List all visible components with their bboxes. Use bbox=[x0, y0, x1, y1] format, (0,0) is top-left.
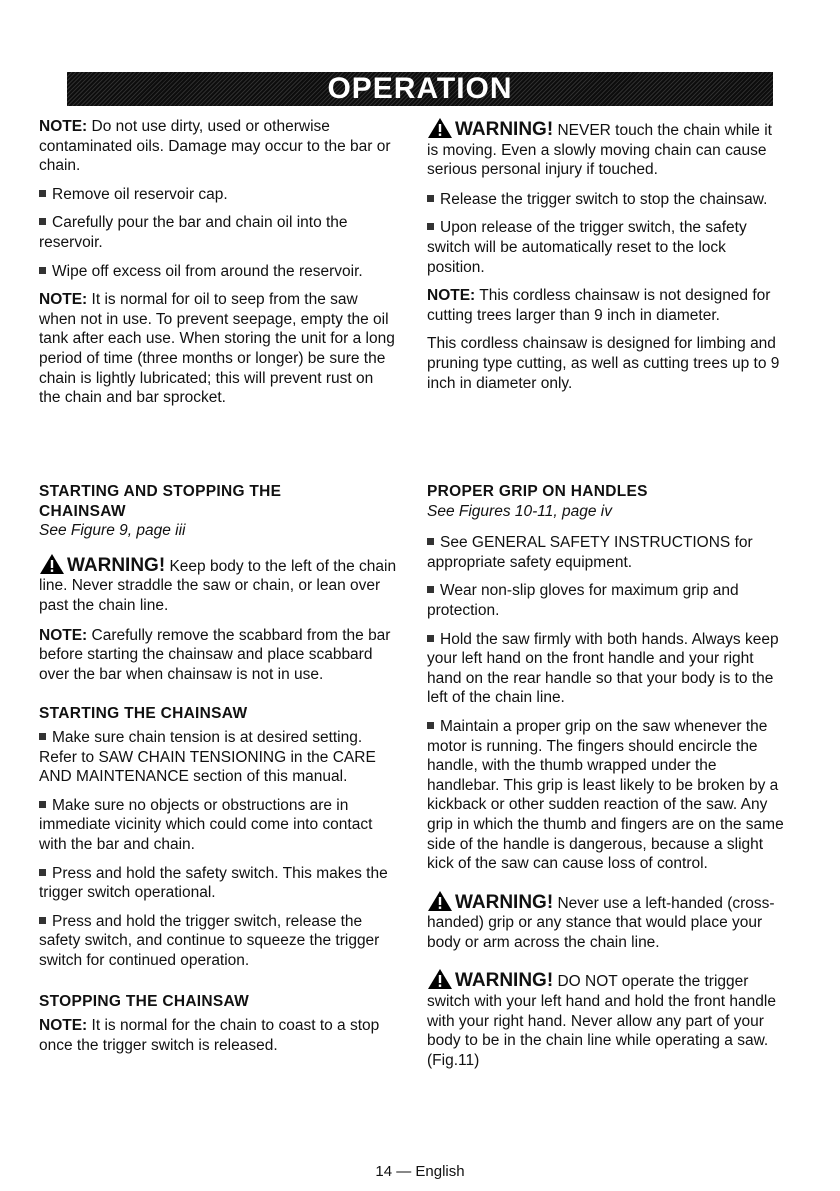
list-item: Upon release of the trigger switch, the safety switch will be automatically reset to the lock position. bbox=[427, 219, 747, 276]
warning-body-position: WARNING! Keep body to the left of the chain line. Never straddle the saw or chain, or lean over past the chain line. bbox=[39, 554, 397, 614]
list-item: Wipe off excess oil from around the reservoir. bbox=[39, 262, 399, 282]
warning-triangle-icon bbox=[427, 890, 453, 912]
heading-proper-grip: PROPER GRIP ON HANDLES bbox=[427, 483, 648, 500]
note-tree-size: NOTE: This cordless chainsaw is not designed for cutting trees larger than 9 inch in diameter. bbox=[427, 287, 771, 324]
bullet-square-icon bbox=[39, 733, 46, 740]
bottom-left-column bbox=[39, 482, 399, 1064]
bullet-square-icon bbox=[39, 869, 46, 876]
top-left-column bbox=[39, 117, 399, 417]
list-item: Make sure chain tension is at desired setting. Refer to SAW CHAIN TENSIONING in the CARE AND MAINTENANCE section of this manual. bbox=[39, 728, 376, 786]
note-oil-type: NOTE: Do not use dirty, used or otherwise contaminated oils. Damage may occur to the bar or chain. bbox=[39, 118, 391, 175]
list-item: Make sure no objects or obstructions are in immediate vicinity which could come into contact with the bar and chain. bbox=[39, 796, 373, 853]
warning-triangle-icon bbox=[39, 553, 65, 575]
top-right-column bbox=[427, 117, 787, 402]
list-item: Wear non-slip gloves for maximum grip and protection. bbox=[427, 582, 739, 619]
bullet-square-icon bbox=[39, 190, 46, 197]
bullet-square-icon bbox=[427, 635, 434, 642]
section-banner bbox=[67, 72, 773, 106]
warning-trigger-hand: WARNING! DO NOT operate the trigger switch with your left hand and hold the front handle with your right hand. Never allow any part of your body to be in the chain line while operating a saw. (Fig.11) bbox=[427, 970, 776, 1069]
heading-starting-stopping: STARTING AND STOPPING THE CHAINSAW bbox=[39, 483, 282, 520]
list-item: Press and hold the safety switch. This makes the trigger switch operational. bbox=[39, 864, 388, 902]
bullet-square-icon bbox=[427, 538, 434, 545]
heading-starting-chainsaw: STARTING THE CHAINSAW bbox=[39, 705, 248, 723]
list-item: Maintain a proper grip on the saw whenever the motor is running. The fingers should encircle the handle, with the thumb wrapped under the handlebar. This grip is least likely to be broken by a kickback or other sudden reaction of the saw. Any grip in which the thumb and fingers are on the same side of the handle is dangerous, because a slight kick of the saw can cause loss of control. bbox=[427, 717, 784, 873]
bullet-square-icon bbox=[427, 586, 434, 593]
page-footer: 14 — English bbox=[375, 1163, 465, 1180]
section-title: OPERATION bbox=[327, 72, 513, 105]
list-item: See GENERAL SAFETY INSTRUCTIONS for appropriate safety equipment. bbox=[427, 534, 753, 571]
list-item: Release the trigger switch to stop the chainsaw. bbox=[427, 190, 787, 210]
paragraph-usage: This cordless chainsaw is designed for limbing and pruning type cutting, as well as cutting trees up to 9 inch in diameter only. bbox=[427, 335, 780, 392]
bottom-right-column bbox=[427, 482, 787, 1080]
bullet-square-icon bbox=[39, 267, 46, 274]
bullet-square-icon bbox=[427, 195, 434, 202]
warning-triangle-icon bbox=[427, 117, 453, 139]
figure-reference: See Figures 10-11, page iv bbox=[427, 502, 612, 520]
warning-triangle-icon bbox=[427, 968, 453, 990]
bullet-square-icon bbox=[39, 218, 46, 225]
list-item: Carefully pour the bar and chain oil into the reservoir. bbox=[39, 214, 348, 251]
note-chain-coast: NOTE: It is normal for the chain to coast to a stop once the trigger switch is released. bbox=[39, 1017, 380, 1054]
warning-chain-moving: WARNING! NEVER touch the chain while it is moving. Even a slowly moving chain can cause serious personal injury if touched. bbox=[427, 119, 772, 179]
warning-cross-handed: WARNING! Never use a left-handed (cross-handed) grip or any stance that would place your body or arm across the chain line. bbox=[427, 891, 775, 951]
note-scabbard: NOTE: Carefully remove the scabbard from the bar before starting the chainsaw and place scabbard over the bar when chainsaw is not in use. bbox=[39, 626, 391, 683]
list-item: Press and hold the trigger switch, release the safety switch, and continue to squeeze the trigger switch for continued operation. bbox=[39, 912, 380, 969]
list-item: Remove oil reservoir cap. bbox=[39, 185, 399, 205]
bullet-square-icon bbox=[39, 917, 46, 924]
bullet-square-icon bbox=[39, 801, 46, 808]
note-oil-seepage: NOTE: It is normal for oil to seep from the saw when not in use. To prevent seepage, empty the oil tank after each use. When storing the unit for a long period of time (three months or longer) be sure the chain is lightly lubricated; this will prevent rust on the chain and bar sprocket. bbox=[39, 291, 395, 407]
bullet-square-icon bbox=[427, 223, 434, 230]
list-item: Hold the saw firmly with both hands. Always keep your left hand on the front handle and your right hand on the rear handle so that your body is to the left of the chain line. bbox=[427, 630, 779, 707]
heading-stopping-chainsaw: STOPPING THE CHAINSAW bbox=[39, 993, 250, 1011]
bullet-square-icon bbox=[427, 722, 434, 729]
figure-reference: See Figure 9, page iii bbox=[39, 522, 186, 540]
